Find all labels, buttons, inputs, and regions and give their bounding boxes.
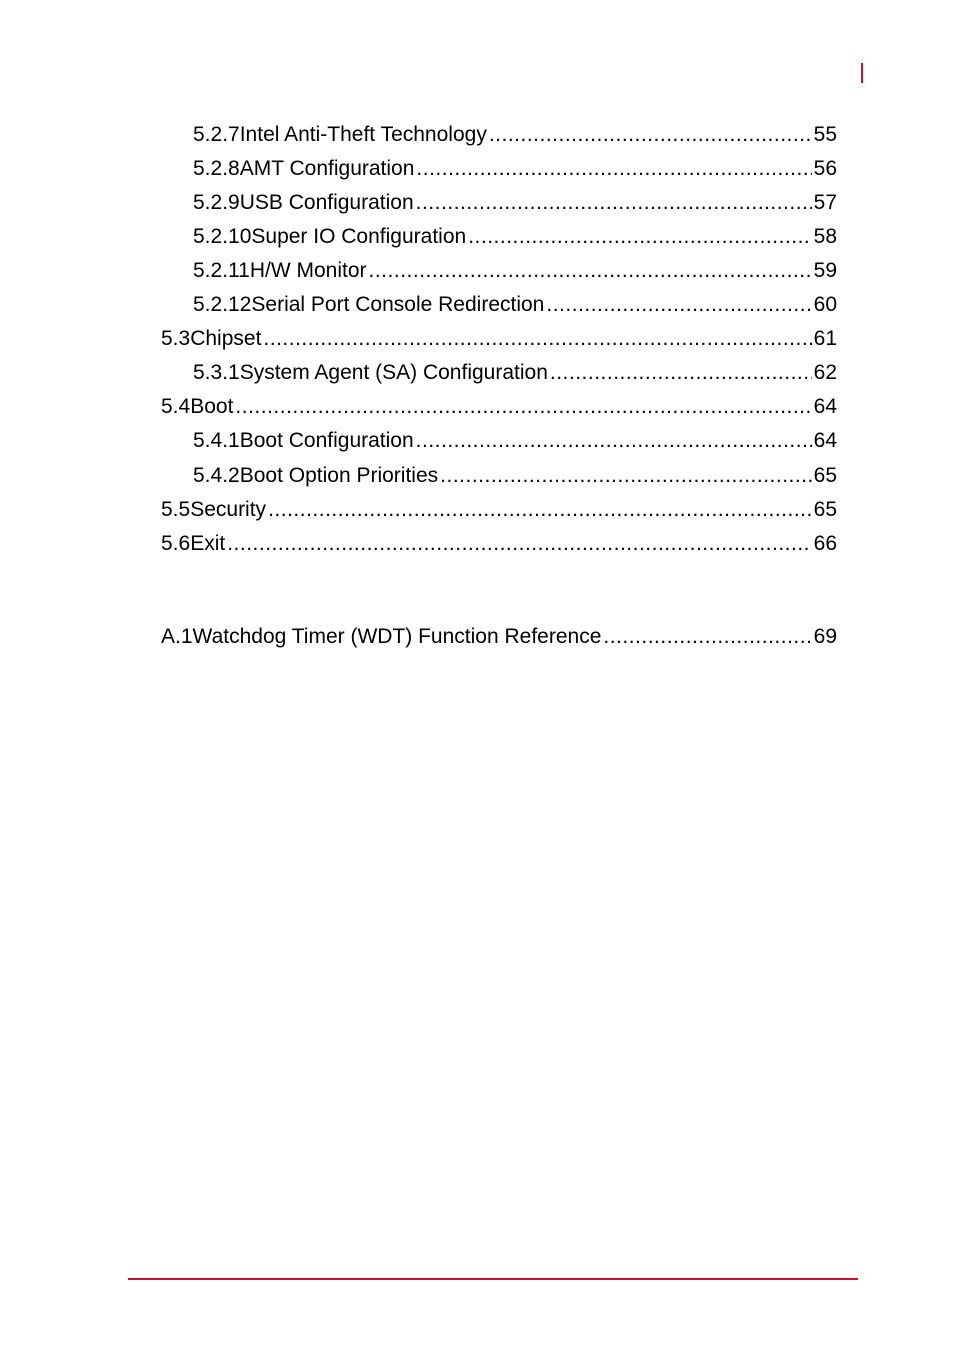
toc-entry-5-3-1[interactable] [193,360,837,386]
toc-title: H/W Monitor [249,259,367,282]
toc-number: 5.2.11 [193,259,250,282]
toc-title: Super IO Configuration [251,225,467,248]
toc-number: 5.2.8 [193,157,240,180]
toc-title: Boot Option Priorities [239,464,439,487]
toc-title: Watchdog Timer (WDT) Function Reference [192,625,602,648]
toc-dot-leader [416,190,812,216]
toc-title: USB Configuration [239,191,414,214]
toc-dot-leader [603,624,811,650]
toc-entry-5-4[interactable] [161,394,837,420]
toc-title: Boot Configuration [239,429,414,452]
toc-dot-leader [550,360,812,386]
toc-page-number: 61 [813,327,837,350]
toc-number: 5.3 [161,327,191,350]
toc-number: 5.4.2 [193,464,240,487]
toc-dot-leader [416,156,811,182]
toc-title: Serial Port Console Redirection [251,293,545,316]
toc-page-number: 62 [813,361,837,384]
toc-dot-leader [268,497,812,523]
toc-number: 5.5 [161,498,191,521]
toc-page-number: 65 [813,498,837,521]
toc-entry-5-2-7[interactable] [193,122,837,148]
toc-entry-5-2-8[interactable] [193,156,837,182]
toc-page-number: 69 [813,625,837,648]
toc-number: 5.2.9 [193,191,240,214]
toc-dot-leader [227,531,811,557]
toc-entry-5-4-1[interactable] [193,428,837,454]
toc-page-number: 57 [813,191,837,214]
toc-number: 5.2.10 [193,225,252,248]
toc-entry-5-2-11[interactable] [193,258,837,284]
toc-entry-5-3[interactable] [161,326,837,352]
toc-number: 5.2.7 [193,123,240,146]
toc-page-number: 65 [813,464,837,487]
toc-entry-5-2-10[interactable] [193,224,837,250]
toc-number: 5.4.1 [193,429,240,452]
toc-page-number: 64 [813,395,837,418]
toc-entry-5-2-9[interactable] [193,190,837,216]
toc-dot-leader [468,224,811,250]
toc-number: 5.3.1 [193,361,240,384]
toc-page-number: 60 [813,293,837,316]
toc-entry-5-6[interactable] [161,531,837,557]
toc-dot-leader [416,428,812,454]
toc-dot-leader [263,326,811,352]
toc-number: 5.2.12 [193,293,252,316]
toc-dot-leader [489,122,812,148]
toc-entry-5-2-12[interactable] [193,292,837,318]
toc-number: 5.4 [161,395,191,418]
header-accent-mark [861,63,863,83]
toc-dot-leader [440,463,811,489]
toc-dot-leader [235,394,811,420]
toc-title: Intel Anti-Theft Technology [239,123,487,146]
toc-page-number: 59 [813,259,837,282]
toc-title: Security [190,498,267,521]
toc-dot-leader [369,258,812,284]
toc-number: 5.6 [161,532,191,555]
toc-dot-leader [546,292,811,318]
toc-page-number: 58 [813,225,837,248]
toc-title: Exit [190,532,226,555]
toc-page-number: 55 [813,123,837,146]
toc-title: AMT Configuration [239,157,415,180]
toc-title: Chipset [190,327,262,350]
toc-page-number: 64 [813,429,837,452]
toc-entry-a-1[interactable] [161,624,837,650]
toc-entry-5-4-2[interactable] [193,463,837,489]
toc-number: A.1 [161,625,193,648]
footer-rule [128,1278,858,1280]
toc-page-number: 56 [813,157,837,180]
toc-page-number: 66 [813,532,837,555]
toc-title: System Agent (SA) Configuration [239,361,548,384]
toc-entry-5-5[interactable] [161,497,837,523]
toc-title: Boot [190,395,234,418]
